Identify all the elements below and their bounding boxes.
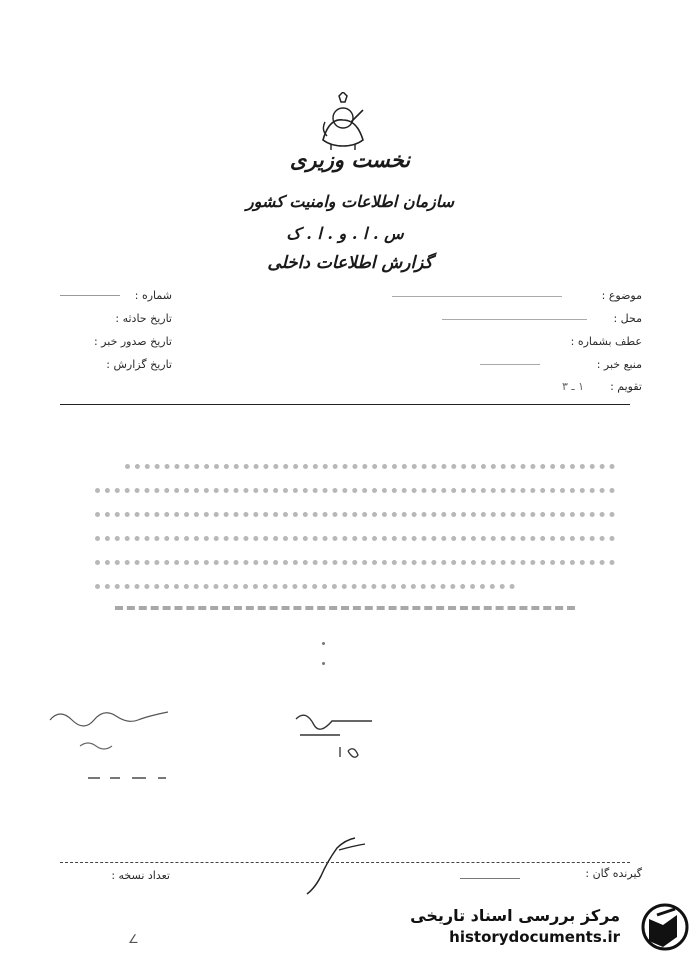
evaluation-value: ۱ ـ ۳	[561, 380, 584, 393]
place-value-line	[442, 319, 587, 320]
body-line	[125, 464, 615, 469]
body-closing-line	[115, 606, 575, 610]
news-source-label: منبع خبر :	[596, 358, 642, 371]
watermark-title: مرکز بررسی اسناد تاریخی	[410, 906, 620, 925]
evaluation-label: تقویم :	[610, 380, 642, 393]
handwritten-initials	[290, 705, 400, 765]
watermark-url: historydocuments.ir	[449, 928, 620, 946]
copies-label: تعداد نسخه :	[111, 869, 170, 882]
body-line	[95, 512, 615, 517]
attachment-number-label: عطف بشماره :	[570, 335, 642, 348]
prime-ministry-title: نخست وزیری	[289, 147, 411, 172]
organization-acronym: س . ا . و . ا . ک	[286, 224, 404, 243]
dot-mark	[322, 642, 325, 645]
place-label: محل :	[613, 312, 642, 325]
subject-label: موضوع :	[601, 289, 642, 302]
recipients-value-line	[460, 878, 520, 879]
report-type-title: گزارش اطلاعات داخلی	[267, 253, 433, 273]
body-line	[95, 536, 615, 541]
lion-and-sun-emblem	[313, 92, 373, 154]
number-label: شماره :	[134, 289, 172, 302]
signature	[295, 830, 385, 900]
body-line	[95, 560, 615, 565]
handwritten-note-left	[40, 700, 180, 790]
recipients-label: گیرنده گان :	[585, 867, 642, 880]
stray-mark: ∠	[128, 932, 139, 946]
dot-mark	[322, 662, 325, 665]
event-date-label: تاریخ حادثه :	[115, 312, 172, 325]
body-line	[95, 488, 615, 493]
report-date-label: تاریخ گزارش :	[106, 358, 172, 371]
report-body	[80, 460, 615, 620]
footer-divider	[60, 862, 630, 863]
number-value-line	[60, 295, 120, 296]
header-divider	[60, 404, 630, 405]
organization-title: سازمان اطلاعات وامنیت کشور	[245, 192, 455, 211]
archive-logo-icon	[635, 901, 693, 953]
body-line	[95, 584, 515, 589]
source-value-line	[480, 364, 540, 365]
issue-date-label: تاریخ صدور خبر :	[93, 335, 172, 348]
subject-value-line	[392, 296, 562, 297]
